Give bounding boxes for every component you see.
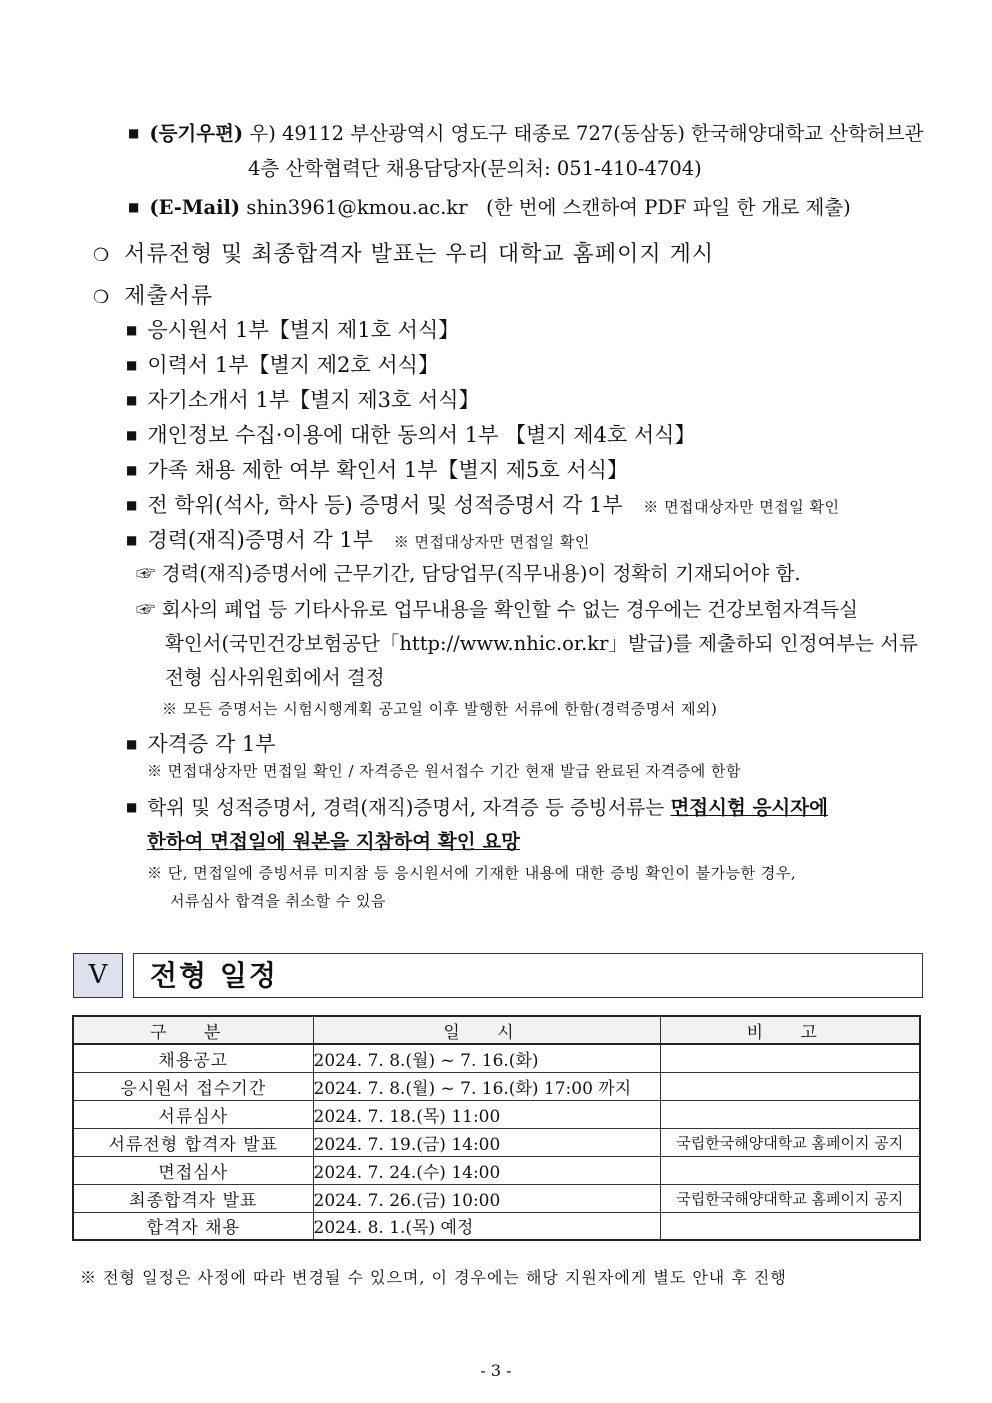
document-item-text: 응시원서 1부【별지 제1호 서식】 [147,318,460,342]
note-cell [660,1212,920,1240]
date-cell: 2024. 7. 8.(월) ~ 7. 16.(화) 17:00 까지 [313,1072,660,1100]
degree-note: ※ 면접대상자만 면접일 확인 [643,498,840,516]
table-row [73,1156,920,1184]
document-item-text: 개인정보 수집·이용에 대한 동의서 1부 【별지 제4호 서식】 [147,423,696,447]
document-item [126,419,695,449]
cert-note: ※ 모든 증명서는 시험시행계획 공고일 이후 발행한 서류에 한함(경력증명서 제외) [162,700,718,718]
square-bullet-icon: ■ [126,737,138,751]
license-item [126,728,276,758]
mail-label: (등기우편) [149,122,244,145]
table-row [73,1072,920,1100]
date-cell: 2024. 7. 24.(수) 14:00 [313,1156,660,1184]
document-item [126,384,480,414]
documents-heading [93,279,213,310]
license-item-text: 자격증 각 1부 [147,732,276,756]
square-bullet-icon: ■ [126,358,138,372]
circle-bullet-icon: ❍ [93,245,111,266]
note-cell [660,1156,920,1184]
email-note: (한 번에 스캔하여 PDF 파일 한 개로 제출) [486,196,851,219]
announce-text: 서류전형 및 최종합격자 발표는 우리 대학교 홈페이지 게시 [124,242,715,267]
cancel-note: ※ 단, 면접일에 증빙서류 미지참 등 응시원서에 기재한 내용에 대한 증빙 확인이 불가능한 경우, [147,864,797,882]
cancel-note-cont: 서류심사 합격을 취소할 수 있음 [170,892,386,910]
square-bullet-icon: ■ [128,126,140,140]
stage-cell: 응시원서 접수기간 [73,1072,313,1100]
table-header-row [73,1016,920,1044]
note-cell: 국립한국해양대학교 홈페이지 공지 [660,1128,920,1156]
table-row [73,1184,920,1212]
schedule-table [72,1015,921,1241]
mail-address-cont: 4층 산학협력단 채용담당자(문의처: 051-410-4704) [248,157,702,180]
document-item-text: 이력서 1부【별지 제2호 서식】 [147,353,439,377]
square-bullet-icon: ■ [126,393,138,407]
square-bullet-icon: ■ [126,800,138,814]
date-cell: 2024. 7. 18.(목) 11:00 [313,1100,660,1128]
square-bullet-icon: ■ [126,463,138,477]
header-stage: 구 분 [73,1016,313,1044]
note-cell [660,1072,920,1100]
square-bullet-icon: ■ [128,200,140,214]
career-hint-1: ☞ 경력(재직)증명서에 근무기간, 담당업무(직무내용)이 정확히 기재되어야 함. [136,562,801,585]
original-docs-emphasis: 면접시험 응시자에 [670,796,828,819]
square-bullet-icon: ■ [126,533,138,547]
note-cell [660,1100,920,1128]
email-address: shin3961@kmou.ac.kr [246,196,468,219]
stage-cell: 채용공고 [73,1044,313,1072]
note-cell: 국립한국해양대학교 홈페이지 공지 [660,1184,920,1212]
original-docs-text: 학위 및 성적증명서, 경력(재직)증명서, 자격증 등 증빙서류는 [147,796,671,819]
square-bullet-icon: ■ [126,498,138,512]
section-title: 전형 일정 [133,953,923,998]
career-item-text: 경력(재직)증명서 각 1부 [147,528,374,552]
stage-cell: 서류전형 합격자 발표 [73,1128,313,1156]
page-number: - 3 - [480,1361,512,1380]
document-item-text: 자기소개서 1부【별지 제3호 서식】 [147,388,480,412]
note-cell [660,1044,920,1072]
mail-address-line [128,118,923,146]
career-item [126,524,590,554]
square-bullet-icon: ■ [126,428,138,442]
date-cell: 2024. 8. 1.(목) 예정 [313,1212,660,1240]
date-cell: 2024. 7. 19.(금) 14:00 [313,1128,660,1156]
schedule-footnote: ※ 전형 일정은 사정에 따라 변경될 수 있으며, 이 경우에는 해당 지원자에게 별도 안내 후 진행 [80,1268,787,1287]
table-row [73,1212,920,1240]
license-note: ※ 면접대상자만 면접일 확인 / 자격증은 원서접수 기간 현재 발급 완료된 자격증에 한함 [147,762,741,780]
documents-heading-text: 제출서류 [124,284,214,309]
announce-line [93,237,714,268]
original-docs-line [126,792,828,820]
stage-cell: 면접심사 [73,1156,313,1184]
header-date: 일 시 [313,1016,660,1044]
square-bullet-icon: ■ [126,323,138,337]
career-hint-2-cont: 전형 심사위원회에서 결정 [165,666,385,689]
degree-item-text: 전 학위(석사, 학사 등) 증명서 및 성적증명서 각 1부 [147,493,623,517]
document-item [126,454,628,484]
date-cell: 2024. 7. 8.(월) ~ 7. 16.(화) [313,1044,660,1072]
document-item-text: 가족 채용 제한 여부 확인서 1부【별지 제5호 서식】 [147,458,628,482]
original-docs-cont: 한하여 면접일에 원본을 지참하여 확인 요망 [147,830,521,853]
table-row [73,1044,920,1072]
header-note: 비 고 [660,1016,920,1044]
section-number: V [73,953,123,998]
document-item [126,314,459,344]
mail-address: 우) 49112 부산광역시 영도구 태종로 727(동삼동) 한국해양대학교 산학허브관 [249,122,924,145]
career-hint-2: ☞ 회사의 폐업 등 기타사유로 업무내용을 확인할 수 없는 경우에는 건강보험자격득실 [136,598,858,621]
date-cell: 2024. 7. 26.(금) 10:00 [313,1184,660,1212]
email-label: (E-Mail) [149,196,241,219]
table-row [73,1100,920,1128]
email-line [128,192,851,220]
table-row [73,1128,920,1156]
stage-cell: 최종합격자 발표 [73,1184,313,1212]
career-note: ※ 면접대상자만 면접일 확인 [393,533,590,551]
career-hint-2-cont: 확인서(국민건강보험공단「http://www.nhic.or.kr」발급)를 제출하되 인정여부는 서류 [165,632,918,655]
document-item [126,349,439,379]
stage-cell: 합격자 채용 [73,1212,313,1240]
degree-item [126,489,840,519]
stage-cell: 서류심사 [73,1100,313,1128]
circle-bullet-icon: ❍ [93,287,111,308]
